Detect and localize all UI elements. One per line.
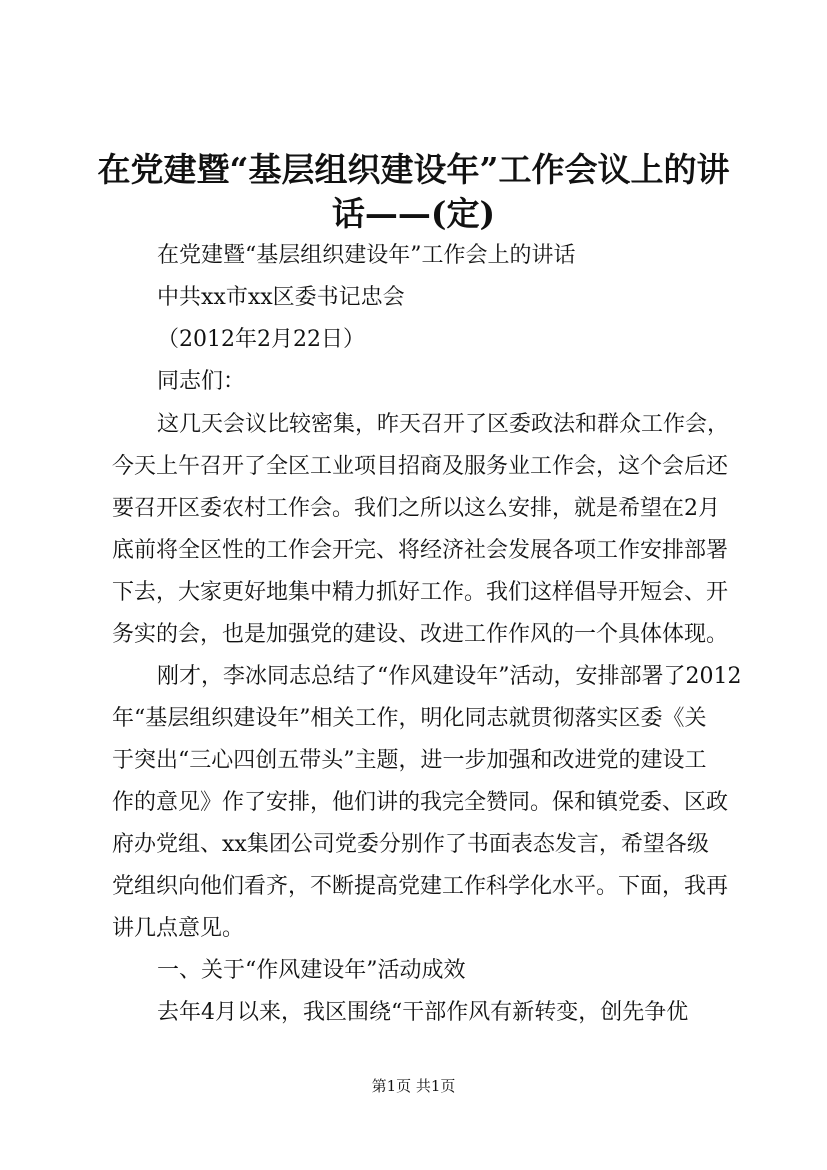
paragraph-1-line: 务实的会，也是加强党的建设、改进工作作风的一个具体体现。 xyxy=(112,622,729,647)
paragraph-2-line: 讲几点意见。 xyxy=(112,916,245,941)
paragraph-1-line: 这几天会议比较密集，昨天召开了区委政法和群众工作会， xyxy=(157,412,730,437)
speech-subtitle: 在党建暨“基层组织建设年”工作会上的讲话 xyxy=(157,243,576,268)
salutation: 同志们： xyxy=(157,369,246,394)
page-footer: 第1页 共1页 xyxy=(371,1077,456,1095)
paragraph-2-line: 党组织向他们看齐，不断提高党建工作科学化水平。下面，我再 xyxy=(112,874,729,899)
section-heading-1: 一、关于“作风建设年”活动成效 xyxy=(157,958,466,983)
paragraph-1-line: 今天上午召开了全区工业项目招商及服务业工作会，这个会后还 xyxy=(112,454,729,479)
date-line: （2012年2月22日） xyxy=(157,327,365,352)
paragraph-2-line: 刚才，李冰同志总结了“作风建设年”活动，安排部署了2012 xyxy=(157,664,742,689)
speaker-line: 中共xx市xx区委书记忠会 xyxy=(157,285,405,310)
paragraph-2-line: 年“基层组织建设年”相关工作，明化同志就贯彻落实区委《关 xyxy=(112,706,707,731)
document-title-line-1: 在党建暨“基层组织建设年”工作会议上的讲 xyxy=(97,150,730,189)
paragraph-1-line: 要召开区委农村工作会。我们之所以这么安排，就是希望在2月 xyxy=(112,496,720,521)
paragraph-2-line: 于突出“三心四创五带头”主题，进一步加强和改进党的建设工 xyxy=(112,748,707,773)
paragraph-1-line: 底前将全区性的工作会开完、将经济社会发展各项工作安排部署 xyxy=(112,538,729,563)
paragraph-3-line: 去年4月以来，我区围绕“干部作风有新转变，创先争优 xyxy=(157,1000,689,1025)
document-title-line-2: 话——(定) xyxy=(331,194,496,233)
paragraph-2-line: 作的意见》作了安排，他们讲的我完全赞同。保和镇党委、区政 xyxy=(112,790,729,815)
paragraph-2-line: 府办党组、xx集团公司党委分别作了书面表态发言，希望各级 xyxy=(112,832,709,857)
paragraph-1-line: 下去，大家更好地集中精力抓好工作。我们这样倡导开短会、开 xyxy=(112,580,729,605)
